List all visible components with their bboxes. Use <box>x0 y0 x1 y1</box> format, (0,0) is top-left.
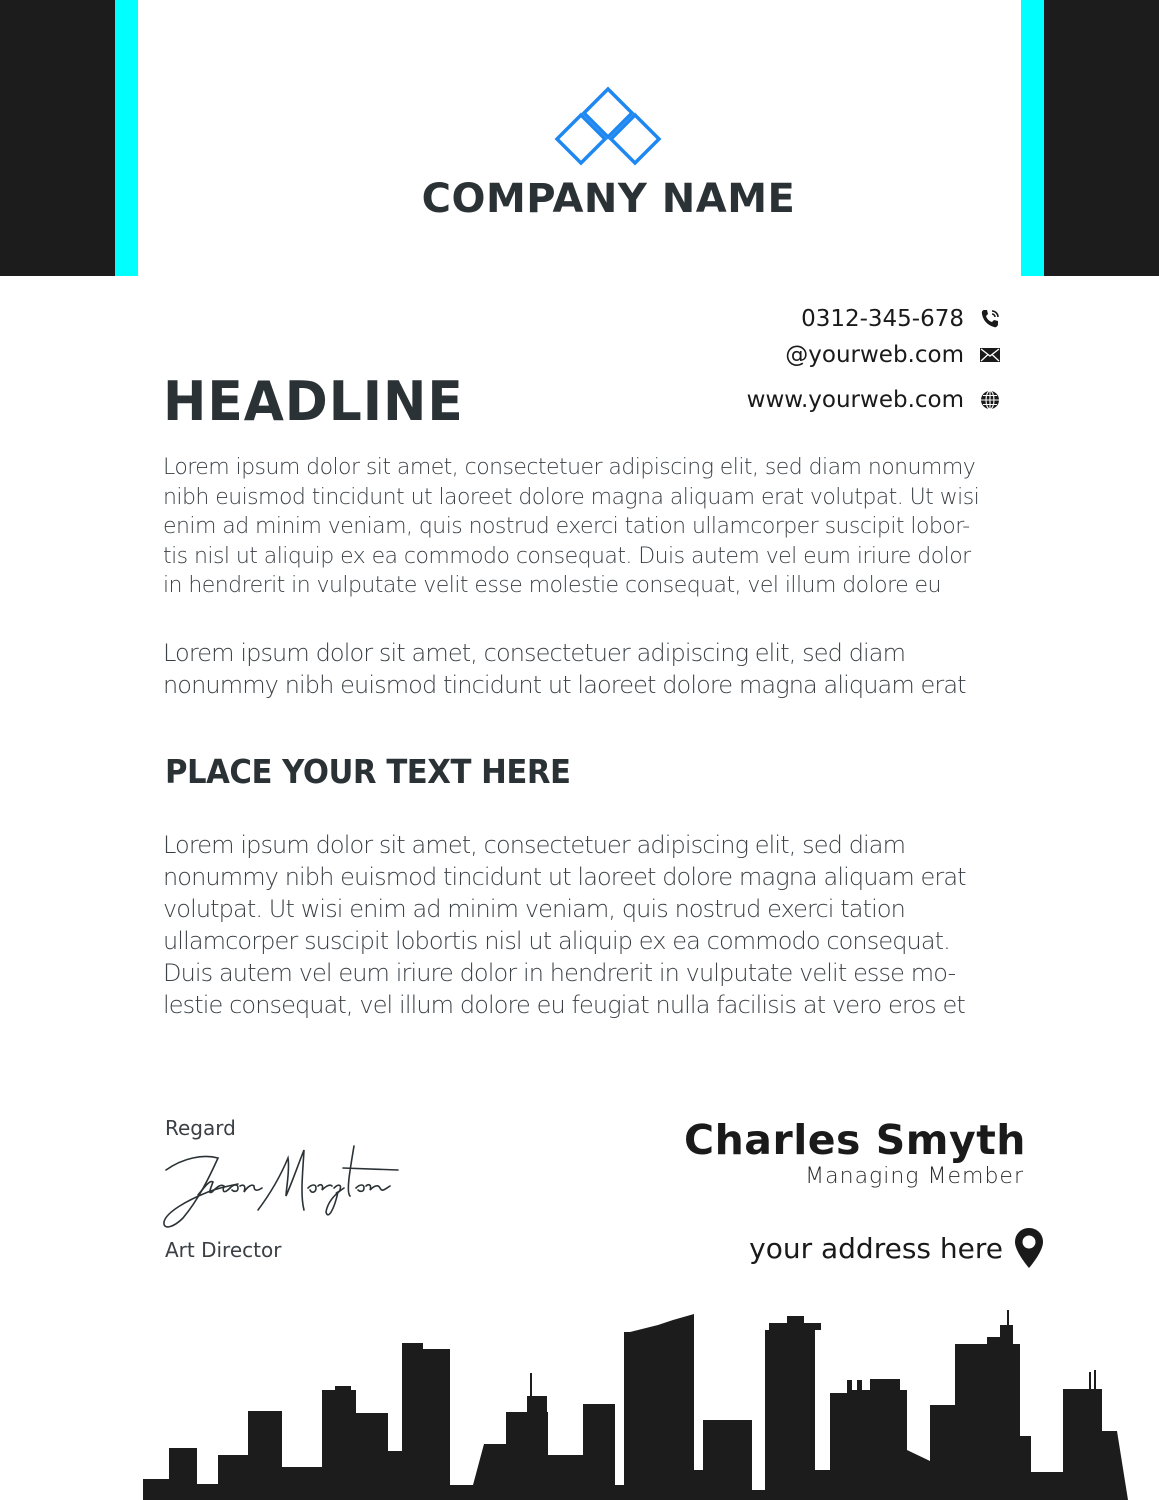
header-right-dark-bar <box>1044 0 1159 276</box>
sender-title: Managing Member <box>805 1164 1024 1189</box>
signature-image <box>158 1140 403 1232</box>
paragraph-line: in hendrerit in vulputate velit esse molestie consequat, vel illum dolore eu <box>163 573 941 598</box>
paragraph-3 <box>163 829 1033 1021</box>
subheading: PLACE YOUR TEXT HERE <box>165 752 571 791</box>
contact-email <box>785 342 1002 368</box>
email-text: @yourweb.com <box>785 342 964 368</box>
address-text: your address here <box>749 1231 1003 1265</box>
paragraph-line: lestie consequat, vel illum dolore eu feugiat nulla facilisis at vero eros et <box>163 991 965 1019</box>
paragraph-2 <box>163 637 1033 701</box>
company-logo <box>553 85 663 167</box>
paragraph-line: nonummy nibh euismod tincidunt ut laoreet dolore magna aliquam erat <box>163 671 966 699</box>
header-left-dark-bar <box>0 0 115 276</box>
paragraph-line: enim ad minim veniam, quis nostrud exerci tation ullamcorper suscipit lobor- <box>163 514 970 539</box>
paragraph-line: ullamcorper suscipit lobortis nisl ut aliquip ex ea commodo consequat. <box>163 927 950 955</box>
paragraph-line: nibh euismod tincidunt ut laoreet dolore magna aliquam erat volutpat. Ut wisi <box>163 484 980 510</box>
contact-phone <box>801 306 1002 332</box>
envelope-icon <box>978 343 1002 367</box>
website-text: www.yourweb.com <box>746 387 964 413</box>
phone-icon <box>978 307 1002 331</box>
paragraph-line: nonummy nibh euismod tincidunt ut laoreet dolore magna aliquam erat <box>163 863 966 891</box>
headline: HEADLINE <box>163 370 464 433</box>
company-name: COMPANY NAME <box>421 176 796 222</box>
three-diamonds-logo-icon <box>553 85 663 167</box>
paragraph-line: Lorem ipsum dolor sit amet, consectetuer adipiscing elit, sed diam <box>163 831 906 859</box>
map-pin-icon <box>1013 1226 1045 1270</box>
phone-text: 0312-345-678 <box>801 306 964 332</box>
sender-name: Charles Smyth <box>684 1116 1026 1164</box>
paragraph-line: Duis autem vel eum iriure dolor in hendrerit in vulputate velit esse mo- <box>163 959 956 987</box>
paragraph-line: Lorem ipsum dolor sit amet, consectetuer adipiscing elit, sed diam nonummy <box>163 455 976 480</box>
paragraph-line: tis nisl ut aliquip ex ea commodo consequat. Duis autem vel eum iriure dolor <box>163 543 971 569</box>
city-skyline-silhouette <box>0 1300 1159 1500</box>
regard-label: Regard <box>165 1116 236 1140</box>
paragraph-1 <box>163 453 1033 601</box>
contact-website <box>747 387 1002 413</box>
signer-role: Art Director <box>165 1238 282 1262</box>
globe-icon <box>978 388 1002 412</box>
header-left-cyan-stripe <box>115 0 138 276</box>
paragraph-line: Lorem ipsum dolor sit amet, consectetuer adipiscing elit, sed diam <box>163 639 906 667</box>
sender-address <box>749 1226 1045 1270</box>
paragraph-line: volutpat. Ut wisi enim ad minim veniam, quis nostrud exerci tation <box>163 895 905 923</box>
header-right-cyan-stripe <box>1021 0 1044 276</box>
